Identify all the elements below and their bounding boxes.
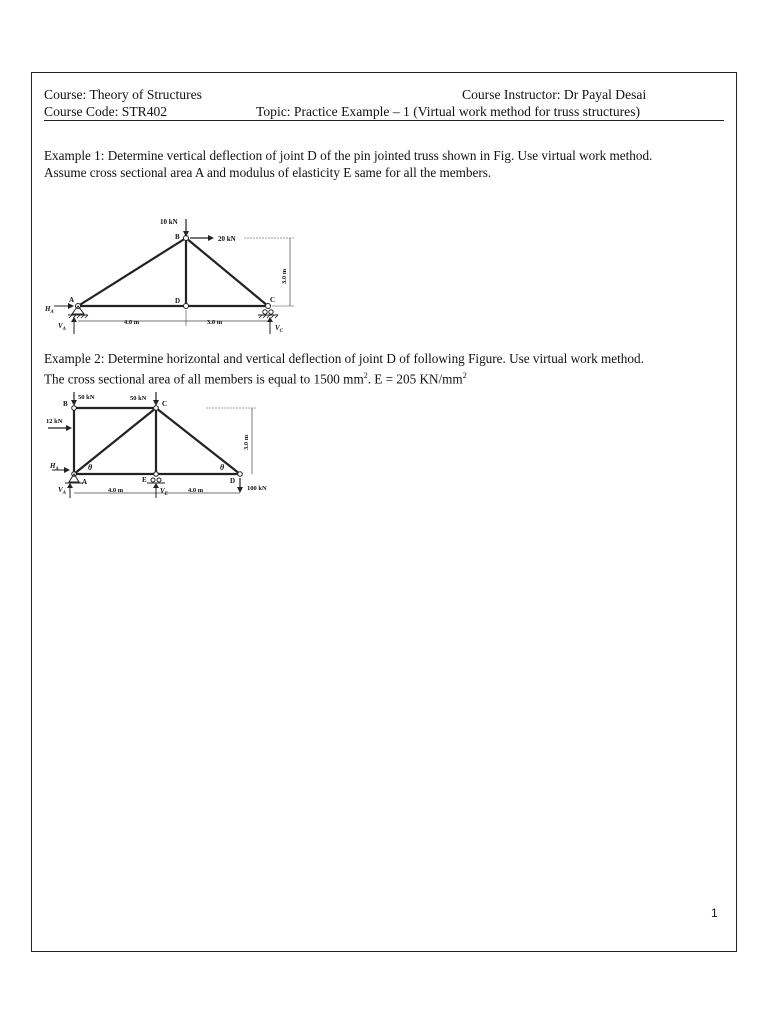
example-2-line-2: The cross sectional area of all members is equal to 1500 $mm^2$. E = 205 $KN/mm^2$: [44, 371, 467, 387]
example-1-text: [44, 147, 734, 181]
example-2-line-1: Example 2: Determine horizontal and vertical deflection of joint D of following Figure. Use virtual work method.: [44, 351, 644, 366]
joint-d: [184, 304, 189, 309]
member-cd: [156, 408, 240, 474]
course-title: Course: Theory of Structures: [44, 87, 202, 102]
reaction-va-label: $V_A$: [58, 322, 67, 332]
reaction-va-arrowhead: [67, 483, 73, 488]
example-1-truss-figure: [44, 214, 300, 336]
joint-b: [72, 406, 77, 411]
joint-d: [238, 472, 243, 477]
load-b-arrowhead: [71, 400, 77, 406]
example-1-line-1: Example 1: Determine vertical deflection of joint D of the pin jointed truss shown in Fig. Use virtual work method.: [44, 148, 653, 163]
reaction-va-arrowhead: [71, 317, 77, 322]
course-instructor: Course Instructor: Dr Payal Desai: [462, 87, 647, 102]
member-ac: [74, 408, 156, 474]
example-2-truss-figure: [44, 392, 284, 502]
header-rule: [44, 120, 724, 121]
roller-e-1: [151, 478, 155, 482]
span-ae-label: 4.0 m: [108, 487, 124, 494]
example-2-text: [44, 350, 734, 387]
example-1-line-2: Assume cross sectional area A and modulus of elasticity E same for all the members.: [44, 165, 492, 180]
load-d-label: 100 kN: [247, 485, 267, 492]
load-b-horizontal-label: 20 kN: [218, 235, 236, 243]
joint-a-label: A: [82, 478, 88, 486]
load-b-horizontal-arrowhead: [208, 235, 214, 241]
load-d-arrowhead: [237, 487, 243, 493]
reaction-ve-label: $V_E$: [160, 487, 169, 497]
load-b-label: 50 kN: [78, 394, 95, 401]
height-label: 3.0 m: [281, 268, 288, 284]
theta-d-label: θ: [220, 463, 225, 472]
load-c-arrowhead: [153, 400, 159, 406]
page-number: 1: [711, 906, 718, 920]
theta-a-label: θ: [88, 463, 93, 472]
joint-c-label: C: [162, 400, 168, 408]
topic: Topic: Practice Example – 1 (Virtual work method for truss structures): [256, 104, 641, 119]
load-b-horizontal-arrowhead: [66, 425, 72, 431]
reaction-vc-label: $V_C$: [275, 324, 284, 334]
page-border: [31, 72, 737, 952]
height-label: 3.0 m: [243, 434, 250, 450]
joint-c-label: C: [270, 296, 276, 304]
joint-a-label: A: [69, 296, 75, 304]
reaction-ve-arrowhead: [153, 483, 159, 488]
joint-d-label: D: [230, 477, 236, 485]
span-ed-label: 4.0 m: [188, 487, 204, 494]
roller-c-2: [269, 310, 273, 314]
joint-e-label: E: [142, 476, 147, 484]
joint-e: [154, 472, 159, 477]
joint-d-label: D: [175, 297, 181, 305]
joint-c: [266, 304, 271, 309]
load-c-label: 50 kN: [130, 395, 147, 402]
joint-b-label: B: [63, 400, 68, 408]
load-b-horizontal-label: 12 kN: [46, 418, 63, 425]
reaction-vc-arrowhead: [267, 317, 273, 322]
reaction-ha-label: $H_A$: [50, 462, 59, 472]
member-ab: [78, 238, 186, 306]
reaction-ha-arrowhead: [64, 467, 70, 473]
reaction-ha-label: $H_A$: [45, 305, 54, 315]
joint-c: [154, 406, 159, 411]
joint-b-label: B: [175, 233, 180, 241]
span-dc-label: 3.0 m: [207, 319, 223, 326]
span-ad-label: 4.0 m: [124, 319, 140, 326]
roller-c-1: [263, 310, 267, 314]
reaction-va-label: $V_A$: [58, 486, 67, 496]
course-code: Course Code: STR402: [44, 104, 168, 119]
member-bc: [186, 238, 268, 306]
roller-e-2: [157, 478, 161, 482]
load-b-vertical-label: 10 kN: [160, 218, 178, 226]
